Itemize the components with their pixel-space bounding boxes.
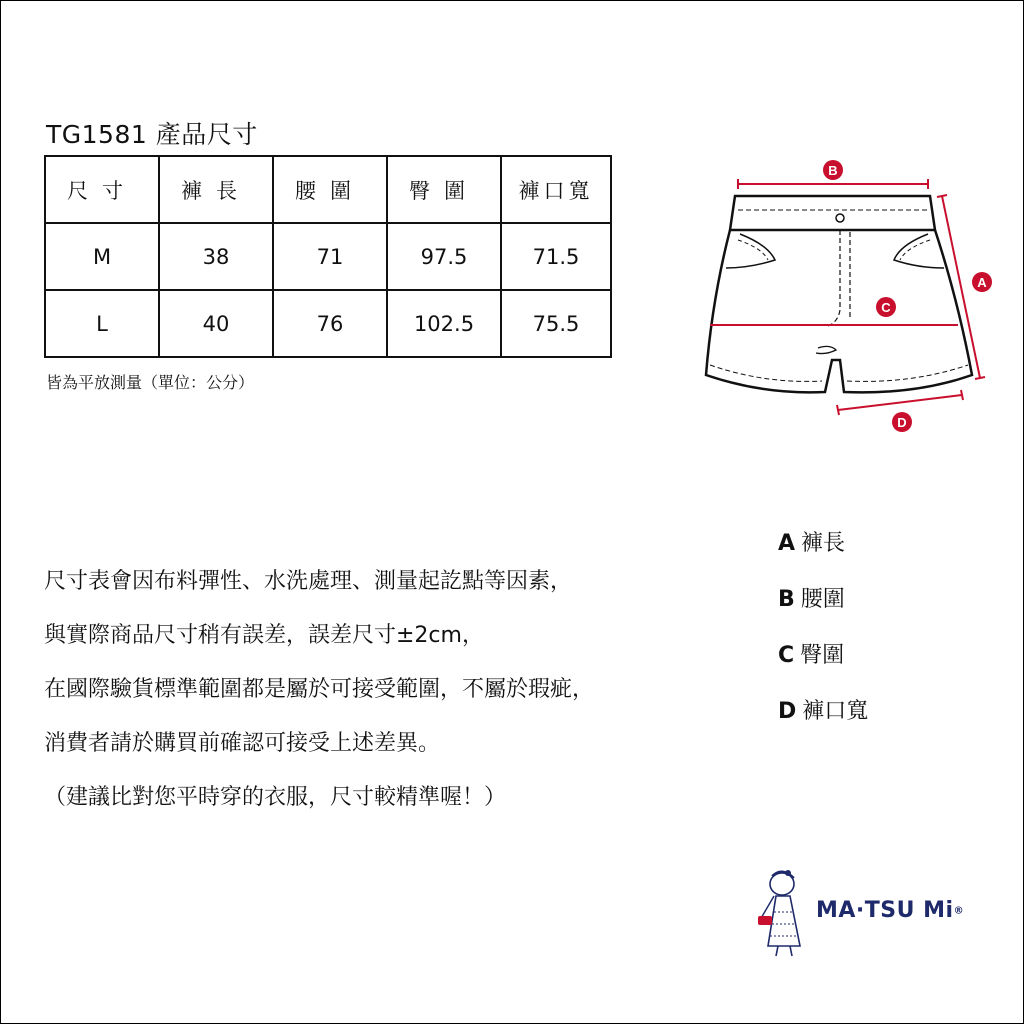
measurement-note: 皆為平放測量（單位：公分）	[46, 373, 255, 392]
legend-item: D 褲口寬	[778, 699, 869, 724]
table-row	[45, 290, 611, 357]
disclaimer-line: （建議比對您平時穿的衣服，尺寸較精準喔！）	[44, 785, 507, 810]
disclaimer-line: 消費者請於購買前確認可接受上述差異。	[44, 731, 441, 756]
disclaimer-text	[44, 555, 594, 825]
disclaimer-line: 與實際商品尺寸稍有誤差，誤差尺寸±2cm，	[44, 623, 484, 648]
header-length: 褲長	[159, 156, 273, 223]
table-cell: 40	[159, 290, 273, 357]
table-cell: 71.5	[501, 223, 611, 290]
table-cell: 75.5	[501, 290, 611, 357]
table-cell: 102.5	[387, 290, 501, 357]
header-waist: 腰圍	[273, 156, 387, 223]
marker-d: D	[897, 415, 907, 430]
table-cell: 76	[273, 290, 387, 357]
table-row	[45, 223, 611, 290]
brand-logo: MA·TSU Mi®	[816, 898, 965, 923]
table-cell: M	[45, 223, 159, 290]
size-table	[44, 155, 612, 358]
header-hip: 臀圍	[387, 156, 501, 223]
table-cell: L	[45, 290, 159, 357]
marker-a: A	[977, 275, 987, 290]
disclaimer-line: 尺寸表會因布料彈性、水洗處理、測量起訖點等因素，	[44, 569, 573, 594]
legend-item: B 腰圍	[778, 587, 845, 612]
table-cell: 97.5	[387, 223, 501, 290]
legend-item: C 臀圍	[778, 643, 845, 668]
marker-c: C	[881, 300, 891, 315]
table-cell: 38	[159, 223, 273, 290]
table-cell: 71	[273, 223, 387, 290]
page-title: TG1581 產品尺寸	[46, 120, 258, 149]
header-leg-opening: 褲口寬	[501, 156, 611, 223]
disclaimer-line: 在國際驗貨標準範圍都是屬於可接受範圍，不屬於瑕疵，	[44, 677, 595, 702]
measurement-legend	[778, 516, 868, 740]
marker-b: B	[828, 163, 838, 178]
shorts-diagram	[690, 150, 1000, 440]
table-header-row	[45, 156, 611, 223]
mascot-girl-icon	[752, 868, 814, 958]
header-size: 尺寸	[45, 156, 159, 223]
legend-item: A 褲長	[778, 531, 846, 556]
